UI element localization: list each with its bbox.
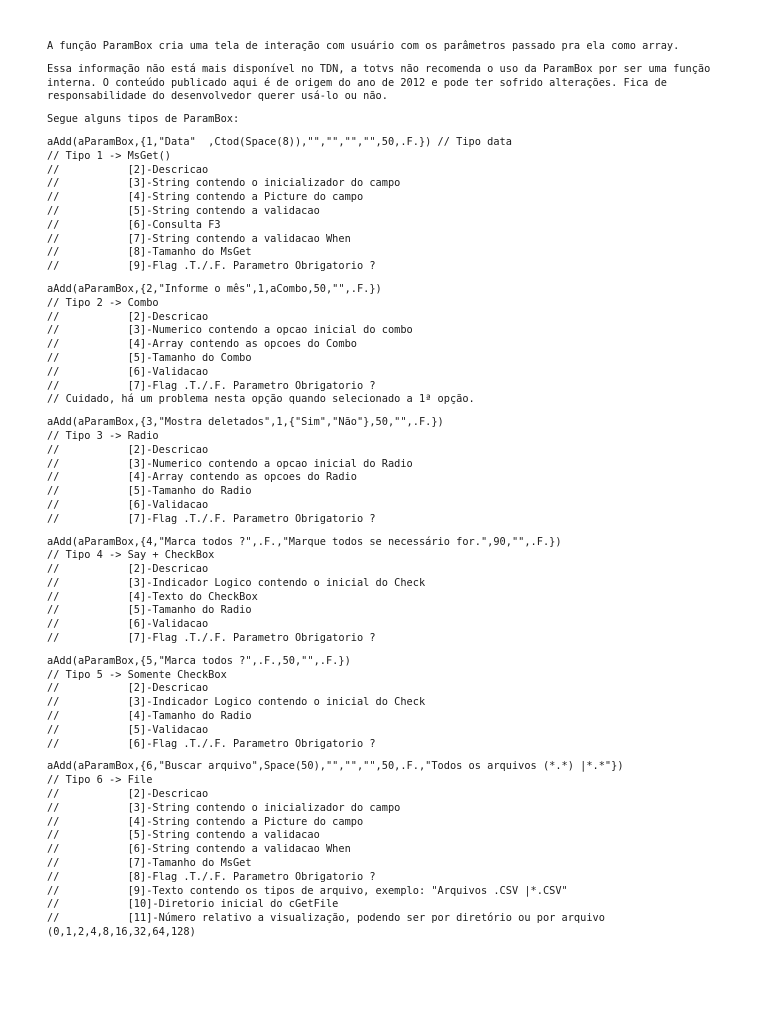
code-line: // [11]-Número relativo a visualização, podendo ser por diretório ou por arquivo <box>47 912 605 925</box>
code-line: // [5]-String contendo a validacao <box>47 829 320 842</box>
intro-paragraph-3: Segue alguns tipos de ParamBox: <box>47 113 240 126</box>
code-line: // [6]-Validacao <box>47 498 209 511</box>
code-line: aAdd(aParamBox,{1,"Data" ,Ctod(Space(8)),"","","","",50,.F.}) // Tipo data <box>47 135 512 148</box>
code-line: // [3]-Numerico contendo a opcao inicial do Radio <box>47 457 413 470</box>
code-line: // [5]-Tamanho do Radio <box>47 485 252 498</box>
code-line: // [9]-Flag .T./.F. Parametro Obrigatorio ? <box>47 260 376 273</box>
code-line: // [4]-Array contendo as opcoes do Combo <box>47 338 357 351</box>
code-line: // [3]-String contendo o inicializador do campo <box>47 801 401 814</box>
code-line: // [6]-Validacao <box>47 365 209 378</box>
code-line: // Tipo 4 -> Say + CheckBox <box>47 549 215 562</box>
code-line: // [3]-Indicador Logico contendo o inicial do Check <box>47 576 426 589</box>
code-line: // [10]-Diretorio inicial do cGetFile <box>47 898 339 911</box>
code-line: aAdd(aParamBox,{5,"Marca todos ?",.F.,50,"",.F.}) <box>47 654 351 667</box>
code-line: // [8]-Tamanho do MsGet <box>47 246 252 259</box>
code-line: // [3]-String contendo o inicializador do campo <box>47 177 401 190</box>
code-line: // [4]-String contendo a Picture do campo <box>47 191 364 204</box>
code-line: // Tipo 6 -> File <box>47 774 153 787</box>
document-page <box>47 40 757 949</box>
code-blocks <box>47 136 757 940</box>
intro-paragraph-2: Essa informação não está mais disponível no TDN, a totvs não recomenda o uso da ParamBox por ser uma função interna. O conteúdo publicado aqui é de origem do ano de 2012 e pode ter sofrido alterações. Fica de responsabilidade do desenvolvedor querer usá-lo ou não. <box>47 62 717 103</box>
code-line: // Tipo 3 -> Radio <box>47 429 159 442</box>
code-line: // Tipo 5 -> Somente CheckBox <box>47 668 227 681</box>
code-line: // [8]-Flag .T./.F. Parametro Obrigatorio ? <box>47 870 376 883</box>
code-line: (0,1,2,4,8,16,32,64,128) <box>47 926 196 939</box>
code-block <box>47 136 757 274</box>
code-line: // [5]-Tamanho do Radio <box>47 604 252 617</box>
code-line: aAdd(aParamBox,{3,"Mostra deletados",1,{"Sim","Não"},50,"",.F.}) <box>47 416 444 429</box>
code-line: // Tipo 2 -> Combo <box>47 296 159 309</box>
code-block <box>47 760 757 939</box>
code-line: // [4]-Texto do CheckBox <box>47 590 258 603</box>
code-line: // [7]-String contendo a validacao When <box>47 232 351 245</box>
code-line: // [2]-Descricao <box>47 788 209 801</box>
code-line: // [6]-Validacao <box>47 618 209 631</box>
code-line: // [2]-Descricao <box>47 443 209 456</box>
code-line: // [2]-Descricao <box>47 310 209 323</box>
code-line: // [7]-Tamanho do MsGet <box>47 857 252 870</box>
code-line: // [2]-Descricao <box>47 163 209 176</box>
code-line: aAdd(aParamBox,{2,"Informe o mês",1,aCombo,50,"",.F.}) <box>47 282 382 295</box>
code-line: // [4]-Array contendo as opcoes do Radio <box>47 471 357 484</box>
code-line: aAdd(aParamBox,{4,"Marca todos ?",.F.,"Marque todos se necessário for.",90,"",.F.}) <box>47 535 562 548</box>
code-line: // [6]-Consulta F3 <box>47 218 221 231</box>
code-line: aAdd(aParamBox,{6,"Buscar arquivo",Space(50),"","","",50,.F.,"Todos os arquivos (*.*) |*.*"}) <box>47 760 624 773</box>
code-line: // [2]-Descricao <box>47 563 209 576</box>
code-block <box>47 283 757 407</box>
code-line: // [5]-Validacao <box>47 723 209 736</box>
code-line: // [3]-Indicador Logico contendo o inicial do Check <box>47 696 426 709</box>
code-block <box>47 416 757 526</box>
code-line: // [6]-String contendo a validacao When <box>47 843 351 856</box>
code-line: // [7]-Flag .T./.F. Parametro Obrigatorio ? <box>47 512 376 525</box>
code-line: // [6]-Flag .T./.F. Parametro Obrigatorio ? <box>47 737 376 750</box>
code-line: // [5]-String contendo a validacao <box>47 204 320 217</box>
code-block <box>47 536 757 646</box>
code-line: // [5]-Tamanho do Combo <box>47 351 252 364</box>
code-line: // Tipo 1 -> MsGet() <box>47 149 171 162</box>
code-line: // [7]-Flag .T./.F. Parametro Obrigatorio ? <box>47 379 376 392</box>
code-block <box>47 655 757 752</box>
code-line: // [9]-Texto contendo os tipos de arquivo, exemplo: "Arquivos .CSV |*.CSV" <box>47 884 568 897</box>
code-line: // [4]-String contendo a Picture do campo <box>47 815 364 828</box>
code-line: // Cuidado, há um problema nesta opção quando selecionado a 1ª opção. <box>47 393 475 406</box>
intro-paragraph-1: A função ParamBox cria uma tela de interação com usuário com os parâmetros passado pra ela como array. <box>47 40 680 52</box>
code-line: // [2]-Descricao <box>47 682 209 695</box>
code-line: // [3]-Numerico contendo a opcao inicial do combo <box>47 324 413 337</box>
code-line: // [4]-Tamanho do Radio <box>47 710 252 723</box>
code-line: // [7]-Flag .T./.F. Parametro Obrigatorio ? <box>47 632 376 645</box>
